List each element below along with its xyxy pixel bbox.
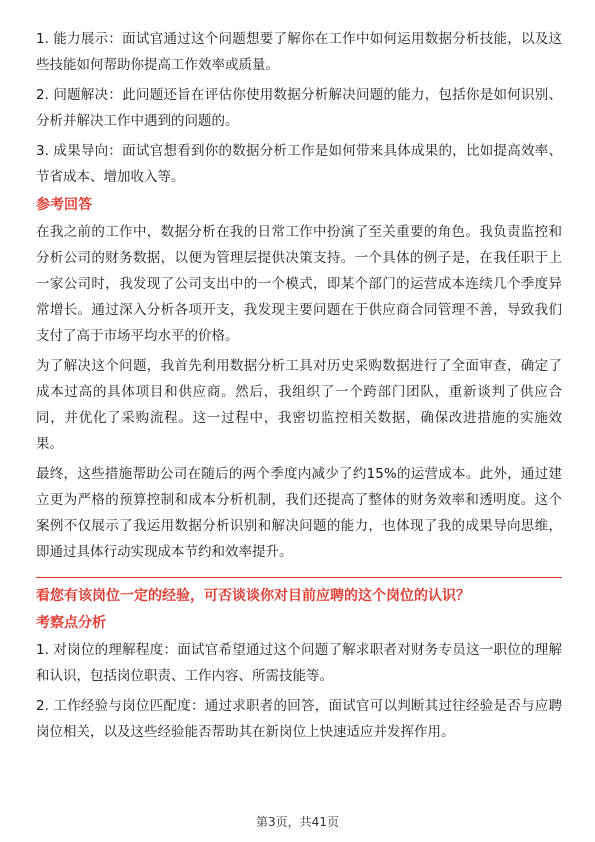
list-item: 2. 工作经验与岗位匹配度：通过求职者的回答，面试官可以判断其过往经验是否与应聘岗位相关，以及这些经验能否帮助其在新岗位上快速适应并发挥作用。 — [36, 698, 562, 740]
answer-paragraph: 在我之前的工作中，数据分析在我的日常工作中扮演了至关重要的角色。我负责监控和分析公司的财务数据，以便为管理层提供决策支持。一个具体的例子是，在我任职于上一家公司时，我发现了公司支出中的一个模式，即某个部门的运营成本连续几个季度异常增长。通过深入分析各项开支，我发现主要问题在于供应商合同管理不善，导致我们支付了高于市场平均水平的价格。 — [36, 224, 562, 344]
analysis-heading: 考察点分析 — [36, 615, 106, 631]
list-item: 1. 对岗位的理解程度：面试官希望通过这个问题了解求职者对财务专员这一职位的理解和认识，包括岗位职责、工作内容、所需技能等。 — [36, 642, 562, 684]
list-item: 1. 能力展示：面试官通过这个问题想要了解你在工作中如何运用数据分析技能，以及这些技能如何帮助你提高工作效率或质量。 — [36, 31, 562, 73]
page-number: 第3页，共41页 — [256, 815, 339, 829]
answer-paragraph: 为了解决这个问题，我首先利用数据分析工具对历史采购数据进行了全面审查，确定了成本过高的具体项目和供应商。然后，我组织了一个跨部门团队，重新谈判了供应合同，并优化了采购流程。这一过程中，我密切监控相关数据，确保改进措施的实施效果。 — [36, 358, 562, 452]
section-divider — [36, 577, 562, 578]
page-content — [36, 26, 562, 749]
answer-paragraph: 最终，这些措施帮助公司在随后的两个季度内减少了约15%的运营成本。此外，通过建立更为严格的预算控制和成本分析机制，我们还提高了整体的财务效率和透明度。这个案例不仅展示了我运用数据分析识别和解决问题的能力，也体现了我的成果导向思维，即通过具体行动实现成本节约和效率提升。 — [36, 466, 562, 560]
list-item: 2. 问题解决：此问题还旨在评估你使用数据分析解决问题的能力，包括你是如何识别、分析并解决工作中遇到的问题的。 — [36, 87, 562, 129]
interview-question: 看您有该岗位一定的经验，可否谈谈你对目前应聘的这个岗位的认识？ — [36, 588, 470, 604]
reference-answer-heading: 参考回答 — [36, 197, 92, 213]
list-item: 3. 成果导向：面试官想看到你的数据分析工作是如何带来具体成果的，比如提高效率、节省成本、增加收入等。 — [36, 143, 562, 185]
